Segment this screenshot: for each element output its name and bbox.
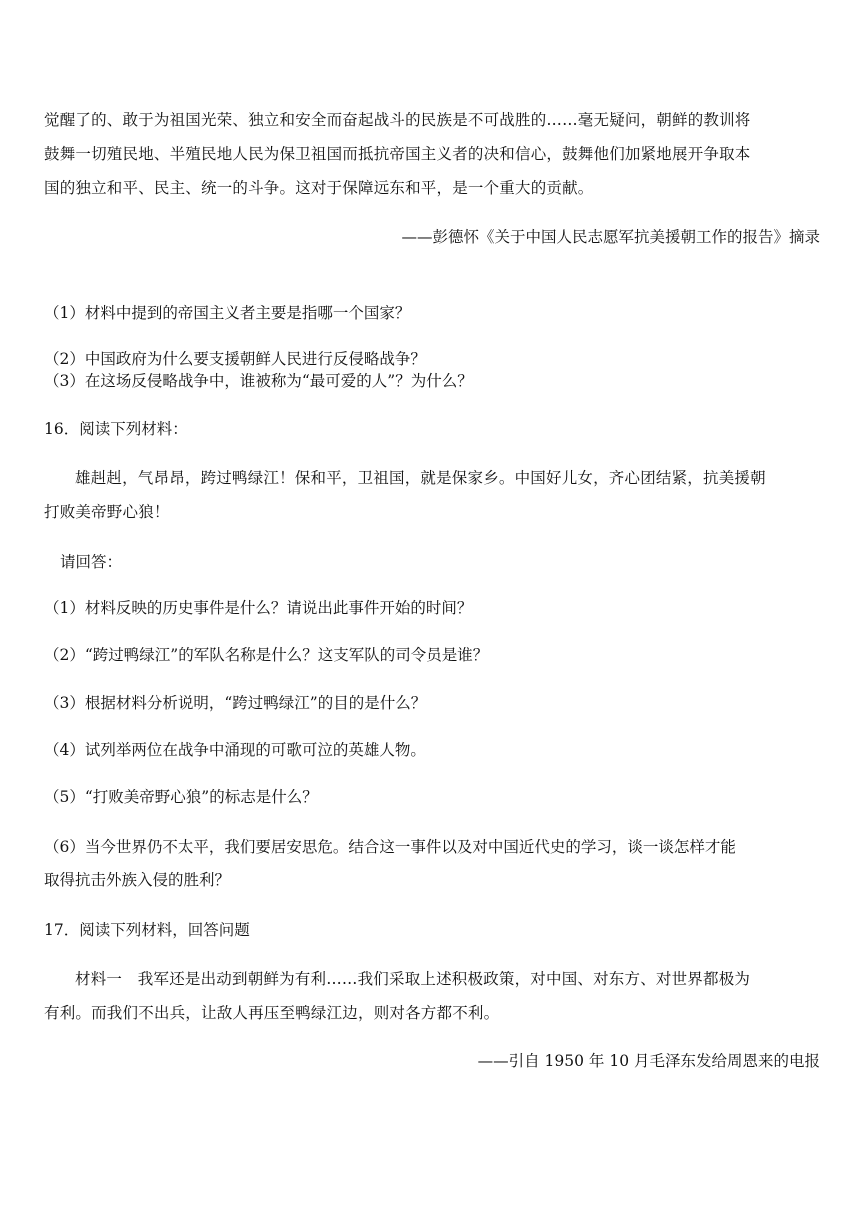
q16-question-3: （3）根据材料分析说明，“跨过鸭绿江”的目的是什么？	[44, 694, 427, 712]
q17-material-1-source: ——引自 1950 年 10 月毛泽东发给周恩来的电报	[477, 1052, 820, 1070]
q16-heading: 16．阅读下列材料：	[44, 420, 188, 438]
q16-lyrics-line-1: 雄赳赳，气昂昂，跨过鸭绿江！保和平，卫祖国，就是保家乡。中国好儿女，齐心团结紧，抗美援朝	[75, 469, 766, 487]
passage-15-line-3: 国的独立和平、民主、统一的斗争。这对于保障远东和平，是一个重大的贡献。	[44, 179, 594, 197]
q16-question-1: （1）材料反映的历史事件是什么？请说出此事件开始的时间？	[44, 599, 473, 617]
q17-material-1-line-1: 材料一 我军还是出动到朝鲜为有利……我们采取上述积极政策，对中国、对东方、对世界都极为	[75, 970, 751, 988]
q16-question-6-line-1: （6）当今世界仍不太平，我们要居安思危。结合这一事件以及对中国近代史的学习，谈一谈怎样才能	[44, 838, 736, 856]
q16-question-6-line-2: 取得抗击外族入侵的胜利？	[44, 871, 231, 889]
q16-question-4: （4）试列举两位在战争中涌现的可歌可泣的英雄人物。	[44, 741, 426, 759]
q17-material-1-line-2: 有利。而我们不出兵，让敌人再压至鸭绿江边，则对各方都不利。	[44, 1004, 500, 1022]
q15-question-3: （3）在这场反侵略战争中，谁被称为“最可爱的人”？为什么？	[44, 372, 473, 390]
q16-question-5: （5）“打败美帝野心狼”的标志是什么？	[44, 788, 318, 806]
passage-15-line-1: 觉醒了的、敢于为祖国光荣、独立和安全而奋起战斗的民族是不可战胜的……毫无疑问，朝鲜的教训将	[44, 111, 751, 129]
q15-question-1: （1）材料中提到的帝国主义者主要是指哪一个国家？	[44, 304, 411, 322]
q16-question-2: （2）“跨过鸭绿江”的军队名称是什么？这支军队的司令员是谁？	[44, 646, 489, 664]
passage-15-source: ——彭德怀《关于中国人民志愿军抗美援朝工作的报告》摘录	[401, 228, 820, 246]
q15-question-1-spacer	[44, 322, 820, 344]
q16-prompt: 请回答：	[60, 553, 123, 571]
passage-15-line-2: 鼓舞一切殖民地、半殖民地人民为保卫祖国而抵抗帝国主义者的决和信心，鼓舞他们加紧地展开争取本	[44, 145, 751, 163]
q15-question-2: （2）中国政府为什么要支援朝鲜人民进行反侵略战争？	[44, 350, 426, 368]
q16-lyrics-line-2: 打败美帝野心狼！	[44, 503, 170, 521]
q17-heading: 17．阅读下列材料，回答问题	[44, 921, 250, 939]
